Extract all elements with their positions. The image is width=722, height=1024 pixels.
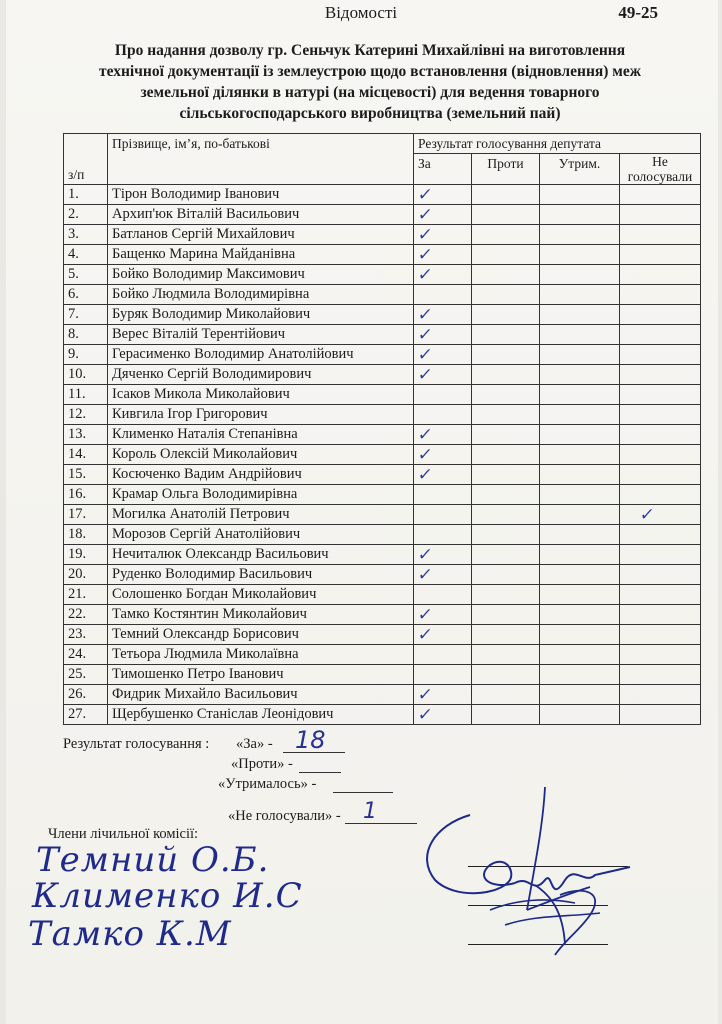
vote-cell-against [472, 245, 540, 265]
table-row [64, 285, 701, 305]
vote-cell-for [414, 285, 472, 305]
vote-cell-not-voted [620, 325, 701, 345]
chair-signature [415, 785, 655, 965]
row-number: 15. [64, 465, 108, 485]
row-number: 1. [64, 185, 108, 205]
check-mark-icon: ✓ [416, 565, 434, 584]
vote-cell-abstain [540, 465, 620, 485]
check-mark-icon: ✓ [416, 425, 434, 444]
check-mark-icon: ✓ [416, 265, 434, 284]
vote-cell-abstain [540, 445, 620, 465]
vote-cell-for [414, 325, 472, 345]
not-voted-count-value: 1 [363, 799, 377, 824]
vote-cell-against [472, 465, 540, 485]
vote-cell-abstain [540, 265, 620, 285]
check-mark-icon: ✓ [416, 605, 434, 624]
vote-cell-abstain [540, 185, 620, 205]
vote-cell-not-voted [620, 705, 701, 725]
document-subject [70, 40, 670, 124]
vote-cell-for [414, 625, 472, 645]
row-number: 11. [64, 385, 108, 405]
vote-cell-abstain [540, 705, 620, 725]
table-row [64, 245, 701, 265]
vote-cell-not-voted [620, 445, 701, 465]
column-header-not-voted [620, 154, 701, 185]
vote-cell-for [414, 585, 472, 605]
table-row [64, 645, 701, 665]
table-row [64, 225, 701, 245]
vote-cell-for [414, 385, 472, 405]
deputy-name: Архип'юк Віталій Васильович [108, 205, 414, 225]
row-number: 6. [64, 285, 108, 305]
vote-cell-abstain [540, 225, 620, 245]
vote-cell-for [414, 405, 472, 425]
against-count-underline [299, 772, 341, 773]
deputy-name: Нечиталюк Олександр Васильович [108, 545, 414, 565]
table-row [64, 685, 701, 705]
vote-cell-for [414, 365, 472, 385]
row-number: 7. [64, 305, 108, 325]
row-number: 2. [64, 205, 108, 225]
vote-cell-against [472, 445, 540, 465]
deputy-name: Бойко Людмила Володимирівна [108, 285, 414, 305]
table-row [64, 585, 701, 605]
vote-cell-for [414, 485, 472, 505]
voting-table [63, 133, 701, 725]
vote-cell-not-voted [620, 625, 701, 645]
vote-cell-abstain [540, 685, 620, 705]
row-number: 17. [64, 505, 108, 525]
vote-cell-against [472, 505, 540, 525]
subject-line-1: Про надання дозволу гр. Сеньчук Катерині Михайлівні на виготовлення [114, 42, 626, 59]
table-row [64, 565, 701, 585]
deputy-name: Солошенко Богдан Миколайович [108, 585, 414, 605]
commission-signature-3: Тамко К.М [28, 914, 232, 954]
document-title: Відомості [324, 3, 398, 22]
table-row [64, 185, 701, 205]
vote-cell-for [414, 645, 472, 665]
column-header-for: За [414, 154, 472, 185]
table-row [64, 605, 701, 625]
vote-cell-not-voted [620, 585, 701, 605]
row-number: 23. [64, 625, 108, 645]
vote-cell-abstain [540, 305, 620, 325]
vote-cell-against [472, 365, 540, 385]
vote-cell-not-voted [620, 465, 701, 485]
table-row [64, 385, 701, 405]
column-header-against: Проти [472, 154, 540, 185]
vote-cell-for [414, 465, 472, 485]
vote-cell-for [414, 525, 472, 545]
vote-cell-abstain [540, 325, 620, 345]
table-row [64, 485, 701, 505]
vote-cell-for [414, 225, 472, 245]
row-number: 14. [64, 445, 108, 465]
vote-cell-not-voted [620, 205, 701, 225]
counting-commission-label: Члени лічильної комісії: [48, 826, 199, 842]
vote-cell-not-voted [620, 305, 701, 325]
vote-cell-for [414, 345, 472, 365]
vote-cell-against [472, 405, 540, 425]
deputy-name: Тамко Костянтин Миколайович [108, 605, 414, 625]
row-number: 4. [64, 245, 108, 265]
deputy-name: Крамар Ольга Володимирівна [108, 485, 414, 505]
check-mark-icon: ✓ [638, 505, 656, 524]
vote-cell-not-voted [620, 505, 701, 525]
check-mark-icon: ✓ [416, 225, 434, 244]
row-number: 9. [64, 345, 108, 365]
check-mark-icon: ✓ [416, 365, 434, 384]
deputy-name: Дяченко Сергій Володимирович [108, 365, 414, 385]
vote-cell-not-voted [620, 385, 701, 405]
vote-cell-abstain [540, 205, 620, 225]
deputy-name: Могилка Анатолій Петрович [108, 505, 414, 525]
check-mark-icon: ✓ [416, 545, 434, 564]
vote-cell-for [414, 305, 472, 325]
check-mark-icon: ✓ [416, 205, 434, 224]
table-row [64, 525, 701, 545]
vote-cell-against [472, 665, 540, 685]
check-mark-icon: ✓ [416, 465, 434, 484]
subject-line-2: технічної документації із землеустрою щодо встановлення (відновлення) меж [99, 63, 641, 80]
table-header-row [64, 134, 701, 154]
vote-cell-not-voted [620, 685, 701, 705]
vote-cell-against [472, 225, 540, 245]
deputy-name: Морозов Сергій Анатолійович [108, 525, 414, 545]
against-count-label: «Проти» - [231, 756, 293, 772]
for-count-label: «За» - [236, 736, 273, 752]
row-number: 5. [64, 265, 108, 285]
not-voted-count-label: «Не голосували» - [228, 808, 341, 824]
not-voted-label-line-2: голосували [627, 169, 693, 184]
table-row [64, 665, 701, 685]
vote-cell-against [472, 185, 540, 205]
vote-cell-not-voted [620, 225, 701, 245]
subject-line-4: сільськогосподарського виробництва (земельний пай) [179, 105, 561, 122]
vote-cell-not-voted [620, 645, 701, 665]
deputy-name: Король Олексій Миколайович [108, 445, 414, 465]
deputy-name: Руденко Володимир Васильович [108, 565, 414, 585]
vote-cell-not-voted [620, 605, 701, 625]
vote-cell-not-voted [620, 405, 701, 425]
check-mark-icon: ✓ [416, 185, 434, 204]
column-header-result: Результат голосування депутата [414, 134, 701, 154]
table-row [64, 545, 701, 565]
table-row [64, 305, 701, 325]
row-number: 22. [64, 605, 108, 625]
deputy-name: Батланов Сергій Михайлович [108, 225, 414, 245]
vote-cell-abstain [540, 565, 620, 585]
commission-signature-1: Темний О.Б. [36, 840, 270, 880]
vote-cell-against [472, 265, 540, 285]
table-row [64, 505, 701, 525]
vote-cell-abstain [540, 645, 620, 665]
deputy-name: Клименко Наталія Степанівна [108, 425, 414, 445]
row-number: 20. [64, 565, 108, 585]
table-row [64, 365, 701, 385]
not-voted-label-line-1: Не [652, 154, 668, 169]
vote-cell-not-voted [620, 365, 701, 385]
for-count-underline [283, 752, 345, 753]
row-number: 3. [64, 225, 108, 245]
row-number: 10. [64, 365, 108, 385]
vote-cell-against [472, 305, 540, 325]
vote-cell-abstain [540, 285, 620, 305]
vote-cell-abstain [540, 625, 620, 645]
vote-cell-against [472, 625, 540, 645]
row-number: 25. [64, 665, 108, 685]
deputy-name: Бащенко Марина Майданівна [108, 245, 414, 265]
table-row [64, 325, 701, 345]
vote-cell-not-voted [620, 425, 701, 445]
results-label: Результат голосування : [63, 736, 210, 752]
check-mark-icon: ✓ [416, 345, 434, 364]
row-number: 27. [64, 705, 108, 725]
table-row [64, 705, 701, 725]
deputy-name: Тірон Володимир Іванович [108, 185, 414, 205]
column-header-number: з/п [64, 134, 108, 185]
vote-cell-abstain [540, 585, 620, 605]
vote-cell-not-voted [620, 285, 701, 305]
vote-cell-abstain [540, 245, 620, 265]
vote-cell-for [414, 545, 472, 565]
abstain-count-underline [333, 792, 393, 793]
row-number: 12. [64, 405, 108, 425]
deputy-name: Фидрик Михайло Васильович [108, 685, 414, 705]
row-number: 24. [64, 645, 108, 665]
table-row [64, 425, 701, 445]
check-mark-icon: ✓ [416, 625, 434, 644]
vote-cell-for [414, 265, 472, 285]
table-row [64, 205, 701, 225]
vote-cell-abstain [540, 665, 620, 685]
table-row [64, 405, 701, 425]
vote-cell-against [472, 645, 540, 665]
vote-cell-against [472, 585, 540, 605]
vote-cell-abstain [540, 545, 620, 565]
row-number: 13. [64, 425, 108, 445]
vote-cell-for [414, 445, 472, 465]
vote-cell-for [414, 205, 472, 225]
commission-signature-2: Клименко И.С [32, 876, 303, 916]
vote-cell-not-voted [620, 545, 701, 565]
vote-cell-for [414, 565, 472, 585]
vote-cell-against [472, 325, 540, 345]
vote-cell-not-voted [620, 345, 701, 365]
vote-cell-against [472, 545, 540, 565]
vote-cell-abstain [540, 525, 620, 545]
document-number: 49-25 [618, 3, 658, 22]
deputy-name: Косюченко Вадим Андрійович [108, 465, 414, 485]
vote-cell-not-voted [620, 265, 701, 285]
column-header-abstain: Утрим. [540, 154, 620, 185]
vote-cell-against [472, 525, 540, 545]
vote-cell-abstain [540, 345, 620, 365]
vote-cell-not-voted [620, 525, 701, 545]
table-row [64, 265, 701, 285]
vote-cell-abstain [540, 605, 620, 625]
vote-cell-against [472, 345, 540, 365]
check-mark-icon: ✓ [416, 445, 434, 464]
vote-cell-against [472, 705, 540, 725]
deputy-name: Верес Віталій Терентійович [108, 325, 414, 345]
deputy-name: Тимошенко Петро Іванович [108, 665, 414, 685]
vote-cell-not-voted [620, 665, 701, 685]
for-count-value: 18 [295, 726, 326, 754]
vote-cell-against [472, 565, 540, 585]
vote-cell-abstain [540, 425, 620, 445]
subject-line-3: земельної ділянки в натурі (на місцевості) для ведення товарного [140, 84, 600, 101]
deputy-name: Герасименко Володимир Анатолійович [108, 345, 414, 365]
not-voted-count-underline [345, 823, 417, 824]
vote-cell-abstain [540, 485, 620, 505]
table-row [64, 625, 701, 645]
vote-cell-not-voted [620, 565, 701, 585]
deputy-name: Бойко Володимир Максимович [108, 265, 414, 285]
check-mark-icon: ✓ [416, 305, 434, 324]
vote-cell-for [414, 665, 472, 685]
vote-cell-for [414, 705, 472, 725]
deputy-name: Тетьора Людмила Миколаївна [108, 645, 414, 665]
deputy-name: Темний Олександр Борисович [108, 625, 414, 645]
table-row [64, 465, 701, 485]
vote-cell-abstain [540, 365, 620, 385]
row-number: 21. [64, 585, 108, 605]
vote-cell-abstain [540, 405, 620, 425]
vote-cell-abstain [540, 385, 620, 405]
table-row [64, 445, 701, 465]
vote-cell-not-voted [620, 185, 701, 205]
table-row [64, 345, 701, 365]
vote-cell-for [414, 425, 472, 445]
deputy-name: Ісаков Микола Миколайович [108, 385, 414, 405]
vote-cell-against [472, 605, 540, 625]
vote-cell-abstain [540, 505, 620, 525]
row-number: 26. [64, 685, 108, 705]
deputy-name: Щербушенко Станіслав Леонідович [108, 705, 414, 725]
abstain-count-label: «Утрималось» - [218, 776, 317, 792]
deputy-name: Буряк Володимир Миколайович [108, 305, 414, 325]
check-mark-icon: ✓ [416, 245, 434, 264]
row-number: 8. [64, 325, 108, 345]
vote-cell-not-voted [620, 485, 701, 505]
check-mark-icon: ✓ [416, 705, 434, 724]
row-number: 18. [64, 525, 108, 545]
column-header-name: Прізвище, ім’я, по-батькові [108, 134, 414, 185]
row-number: 16. [64, 485, 108, 505]
vote-cell-against [472, 285, 540, 305]
row-number: 19. [64, 545, 108, 565]
check-mark-icon: ✓ [416, 325, 434, 344]
vote-cell-against [472, 425, 540, 445]
vote-cell-for [414, 605, 472, 625]
vote-cell-against [472, 385, 540, 405]
vote-cell-for [414, 185, 472, 205]
vote-cell-against [472, 485, 540, 505]
vote-cell-for [414, 505, 472, 525]
vote-cell-not-voted [620, 245, 701, 265]
check-mark-icon: ✓ [416, 685, 434, 704]
vote-cell-for [414, 245, 472, 265]
vote-cell-against [472, 685, 540, 705]
deputy-name: Кивгила Ігор Григорович [108, 405, 414, 425]
vote-cell-against [472, 205, 540, 225]
vote-cell-for [414, 685, 472, 705]
